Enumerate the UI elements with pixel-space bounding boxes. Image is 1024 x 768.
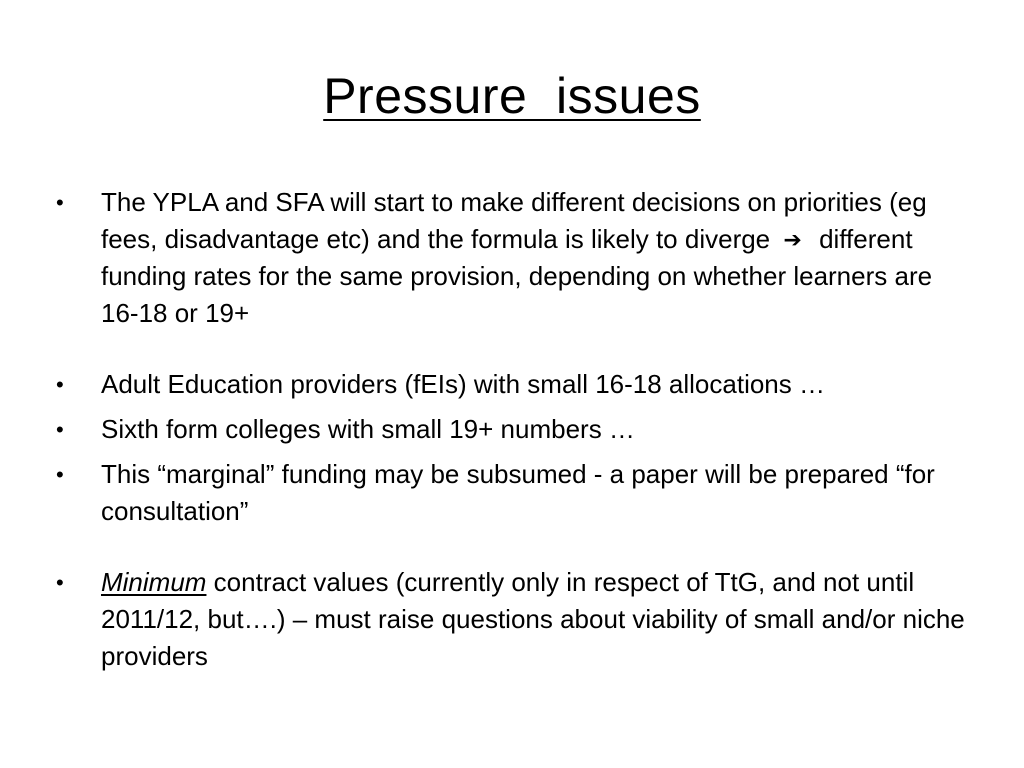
bullet-icon: • <box>56 190 64 215</box>
bullet-item-marginal-funding <box>56 456 976 530</box>
bullet-item-diverge <box>56 184 976 332</box>
bullet-item-adult-education <box>56 366 976 403</box>
slide-title <box>0 64 1024 128</box>
bullet-text: contract values (currently only in respect of TtG, and not until 2011/12, but….) – must raise questions about viability of small and/or niche providers <box>101 567 965 671</box>
bullet-list <box>56 184 976 675</box>
right-arrow-icon: ➔ <box>783 227 802 252</box>
bullet-text-continued: different funding rates for the same provision, depending on whether learners are 16-18 or 19+ <box>101 224 933 328</box>
slide-title-text: Pressure issues <box>323 68 701 124</box>
bullet-text: Sixth form colleges with small 19+ numbers … <box>101 414 635 444</box>
bullet-icon: • <box>56 417 64 442</box>
bullet-item-minimum-contract <box>56 564 976 675</box>
bullet-icon: • <box>56 372 64 397</box>
bullet-text: The YPLA and SFA will start to make different decisions on priorities (eg fees, disadvantage etc) and the formula is likely to diverge <box>101 187 927 254</box>
bullet-icon: • <box>56 462 64 487</box>
bullet-text: Adult Education providers (fEIs) with small 16-18 allocations … <box>101 369 825 399</box>
bullet-text: This “marginal” funding may be subsumed - a paper will be prepared “for consultation” <box>101 459 935 526</box>
bullet-item-sixth-form <box>56 411 976 448</box>
bullet-icon: • <box>56 570 64 595</box>
bullet-emphasis: Minimum <box>101 567 207 597</box>
